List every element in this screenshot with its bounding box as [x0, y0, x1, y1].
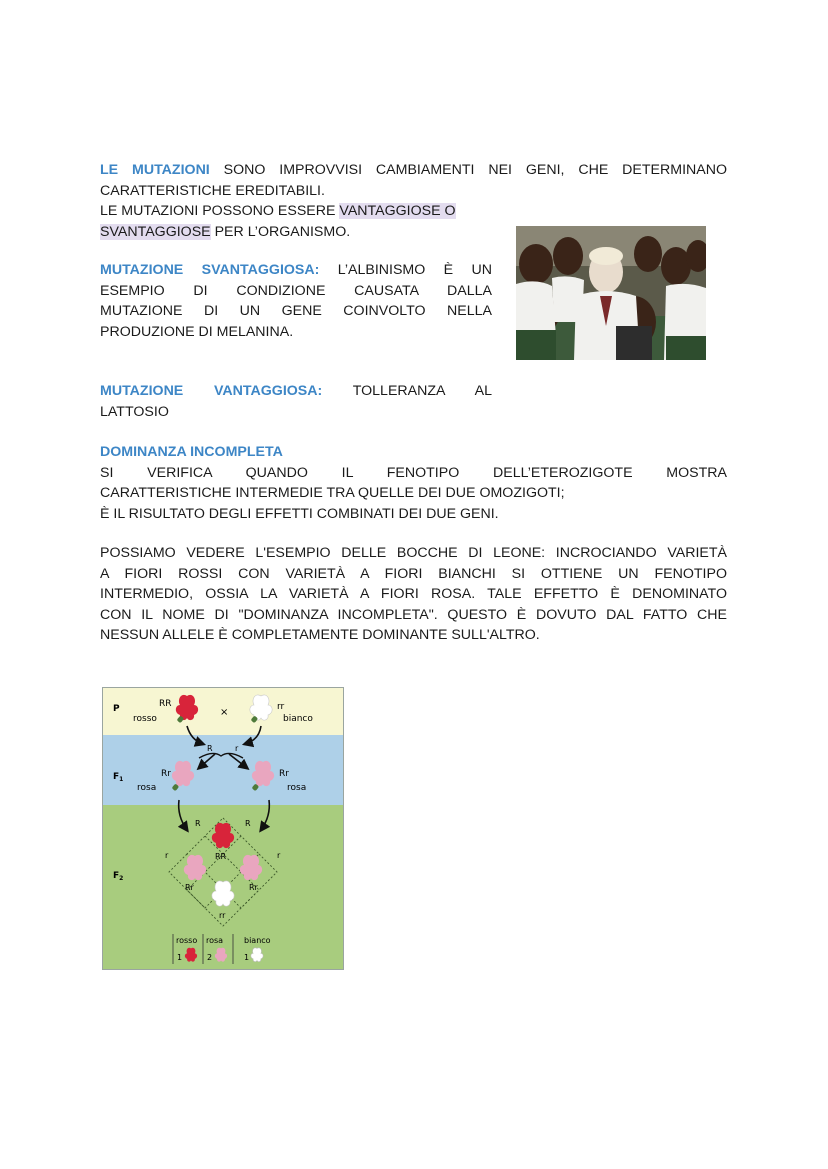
vantaggiosa-line-1: MUTAZIONE VANTAGGIOSA: TOLLERANZA AL	[100, 383, 492, 399]
svantaggiosa-line-3: MUTAZIONE DI UN GENE COINVOLTO NELLA	[100, 303, 492, 320]
cell-bottom-genotype: rr	[219, 911, 226, 920]
gen-p-label: P	[113, 704, 120, 714]
legend-count-rosso: 1	[177, 953, 183, 962]
svantaggiosa-paragraph	[100, 260, 492, 342]
svantaggiosa-line-1: MUTAZIONE SVANTAGGIOSA: L’ALBINISMO È UN	[100, 262, 493, 278]
highlight-svantaggiose: SVANTAGGIOSE	[100, 223, 211, 240]
grid-top-right-allele: R	[245, 819, 251, 828]
esempio-line-4: CON IL NOME DI "DOMINANZA INCOMPLETA". QUESTO È DOVUTO DAL FATTO CHE	[100, 606, 727, 623]
gen-f1-label: $F_1$	[113, 772, 124, 783]
svantaggiosa-heading: MUTAZIONE SVANTAGGIOSA:	[100, 262, 320, 278]
p-right-genotype: rr	[277, 702, 285, 712]
albinism-photo-illustration	[516, 226, 706, 360]
legend-count-bianco: 1	[244, 953, 250, 962]
dominanza-line-3: È IL RISULTATO DEGLI EFFETTI COMBINATI DEI DUE GENI.	[100, 505, 499, 522]
p-left-label: rosso	[133, 714, 157, 724]
grid-top-left-allele: R	[195, 819, 201, 828]
gen-f2-label: $F_2$	[113, 871, 124, 882]
dominanza-heading: DOMINANZA INCOMPLETA	[100, 444, 283, 460]
intro-line-4: SVANTAGGIOSE PER L’ORGANISMO.	[100, 223, 351, 240]
cell-right-genotype: Rr	[249, 883, 258, 892]
f1-right-label: rosa	[287, 783, 307, 793]
term-le-mutazioni: LE MUTAZIONI	[100, 162, 210, 178]
ratio-legend	[173, 934, 271, 964]
intro-line-1: LE MUTAZIONI SONO IMPROVVISI CAMBIAMENTI NEI GENI, CHE DETERMINANO	[100, 162, 728, 178]
grid-side-right-allele: r	[277, 851, 281, 860]
p-right-label: bianco	[283, 714, 313, 724]
f1-right-genotype: Rr	[279, 769, 289, 779]
dominanza-line-1: SI VERIFICA QUANDO IL FENOTIPO DELL’ETEROZIGOTE MOSTRA	[100, 464, 727, 481]
esempio-line-3: INTERMEDIO, OSSIA LA VARIETÀ A FIORI ROSA. TALE EFFETTO È DENOMINATO	[100, 586, 727, 603]
highlight-vantaggiose: VANTAGGIOSE O	[339, 203, 456, 220]
legend-label-rosso: rosso	[176, 936, 198, 945]
legend-label-bianco: bianco	[244, 936, 271, 945]
grid-side-left-allele: r	[165, 851, 169, 860]
vantaggiosa-heading: MUTAZIONE VANTAGGIOSA:	[100, 383, 323, 399]
gamete-r-label: r	[235, 744, 239, 753]
svantaggiosa-line-4: PRODUZIONE DI MELANINA.	[100, 323, 294, 340]
band-f1	[103, 735, 343, 805]
legend-count-rosa: 2	[207, 953, 213, 962]
esempio-line-1: POSSIAMO VEDERE L'ESEMPIO DELLE BOCCHE DI LEONE: INCROCIANDO VARIETÀ	[100, 545, 727, 561]
cross-diagram-svg	[103, 688, 343, 969]
cell-left-genotype: Rr	[185, 883, 194, 892]
intro-line-3: LE MUTAZIONI POSSONO ESSERE VANTAGGIOSE O	[100, 203, 456, 220]
dominanza-paragraph	[100, 442, 727, 524]
dominanza-line-2: CARATTERISTICHE INTERMEDIE TRA QUELLE DEI DUE OMOZIGOTI;	[100, 485, 565, 502]
intro-line-2: CARATTERISTICHE EREDITABILI.	[100, 182, 325, 199]
p-left-genotype: RR	[159, 699, 172, 709]
esempio-paragraph	[100, 543, 727, 646]
legend-label-rosa: rosa	[206, 936, 224, 945]
vantaggiosa-paragraph	[100, 381, 492, 422]
svantaggiosa-line-2: ESEMPIO DI CONDIZIONE CAUSATA DALLA	[100, 282, 492, 299]
gamete-R-label: R	[207, 744, 213, 753]
f1-left-label: rosa	[137, 783, 157, 793]
cross-symbol: ×	[220, 707, 229, 718]
albinism-photo	[516, 226, 706, 360]
snapdragon-cross-diagram	[102, 687, 344, 970]
f1-left-genotype: Rr	[161, 769, 171, 779]
esempio-line-2: A FIORI ROSSI CON VARIETÀ A FIORI BIANCHI SI OTTIENE UN FENOTIPO	[100, 565, 727, 582]
esempio-line-5: NESSUN ALLELE È COMPLETAMENTE DOMINANTE SULL'ALTRO.	[100, 627, 540, 644]
vantaggiosa-line-2: LATTOSIO	[100, 403, 169, 420]
cell-top-genotype: RR	[215, 852, 227, 861]
